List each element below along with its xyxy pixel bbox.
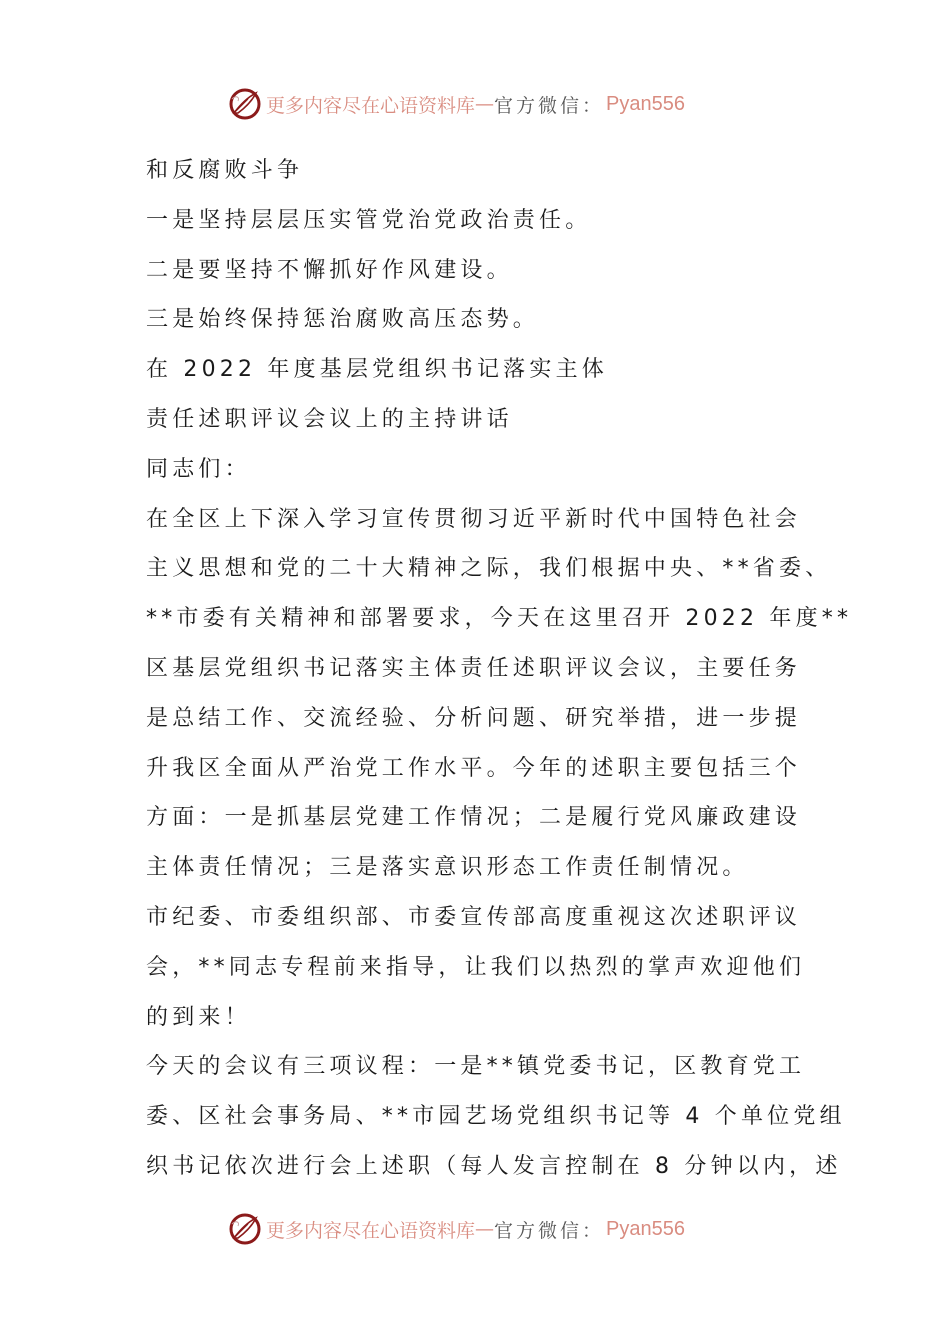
text-line: 市纪委、市委组织部、市委宣传部高度重视这次述职评议 (146, 904, 802, 930)
watermark-wechat-id: Pyan556 (606, 92, 685, 115)
text-line: 主义思想和党的二十大精神之际，我们根据中央、**省委、 (146, 556, 832, 582)
text-line: **市委有关精神和部署要求，今天在这里召开 2022 年度** (146, 606, 853, 632)
text-line: 委、区社会事务局、**市园艺场党组织书记等 4 个单位党组 (146, 1104, 846, 1130)
text-line: 三是始终保持惩治腐败高压态势。 (146, 307, 540, 333)
watermark-wechat-id: Pyan556 (606, 1217, 685, 1240)
watermark-dash: — (475, 1218, 495, 1240)
text-line: 在全区上下深入学习宣传贯彻习近平新时代中国特色社会 (146, 506, 802, 532)
text-line: 方面：一是抓基层党建工作情况；二是履行党风廉政建设 (146, 805, 802, 831)
text-line: 今天的会议有三项议程：一是**镇党委书记，区教育党工 (146, 1054, 806, 1080)
text-line: 会，**同志专程前来指导，让我们以热烈的掌声欢迎他们 (146, 954, 806, 980)
speech-title-line-2: 责任述职评议会议上的主持讲话 (146, 406, 513, 432)
text-line: 主体责任情况；三是落实意识形态工作责任制情况。 (146, 855, 749, 881)
watermark-slogan: 更多内容尽在心语资料库 (266, 94, 476, 117)
watermark-footer (228, 1209, 685, 1249)
quill-logo-icon (228, 1212, 262, 1246)
text-line: 的到来！ (146, 1004, 251, 1030)
quill-logo-icon (228, 87, 262, 121)
text-line: 二是要坚持不懈抓好作风建设。 (146, 257, 513, 283)
watermark-wechat-label: 官方微信： (494, 1219, 605, 1242)
watermark-wechat-label: 官方微信： (494, 94, 605, 117)
text-line: 区基层党组织书记落实主体责任述职评议会议，主要任务 (146, 655, 802, 681)
watermark-slogan: 更多内容尽在心语资料库 (266, 1219, 476, 1242)
watermark-header (228, 84, 685, 124)
text-line: 织书记依次进行会上述职（每人发言控制在 8 分钟以内，述 (146, 1153, 842, 1179)
speech-title-line-1: 在 2022 年度基层党组织书记落实主体 (146, 357, 608, 383)
salutation: 同志们： (146, 456, 251, 482)
document-body (146, 146, 853, 1192)
watermark-dash: — (475, 93, 495, 115)
text-line: 一是坚持层层压实管党治党政治责任。 (146, 207, 592, 233)
text-line: 和反腐败斗争 (146, 158, 304, 183)
text-line: 是总结工作、交流经验、分析问题、研究举措，进一步提 (146, 705, 802, 731)
text-line: 升我区全面从严治党工作水平。今年的述职主要包括三个 (146, 755, 802, 781)
